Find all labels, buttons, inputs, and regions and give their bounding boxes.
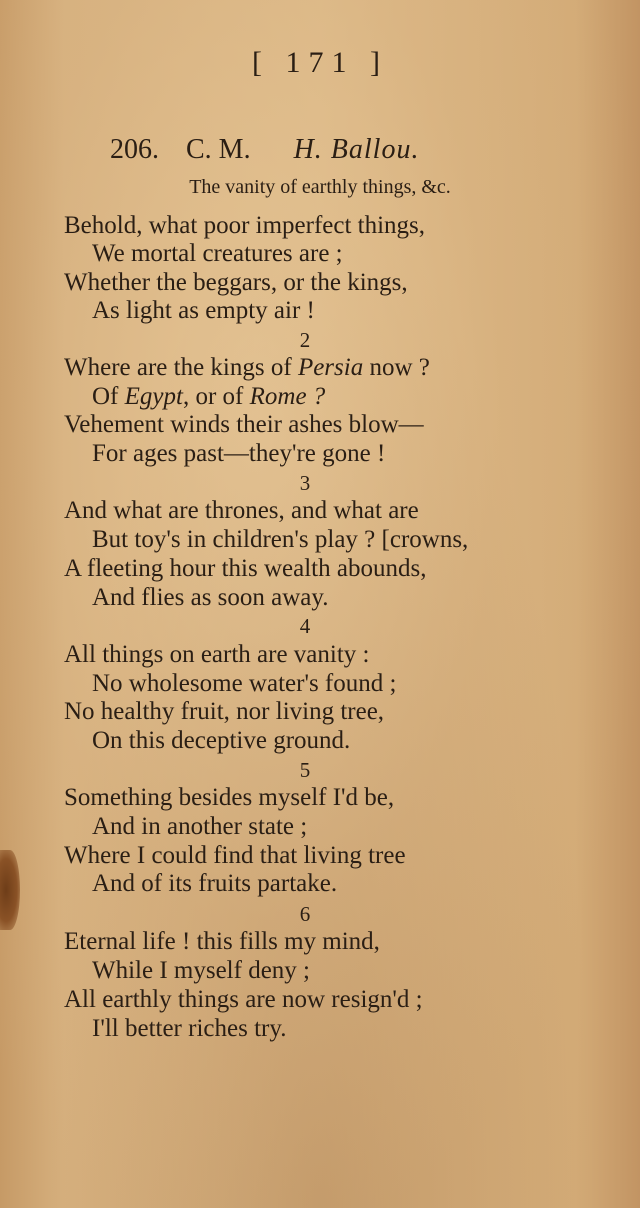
stanza-1-line-3: Whether the beggars, or the kings, — [64, 269, 408, 296]
stanza-2-line-2-rome: Rome ? — [249, 383, 326, 410]
stanza-2-line-1-text-a: Where are the kings of — [64, 354, 292, 381]
stanza-2-line-1-text-b: now ? — [369, 354, 430, 381]
stanza-2-line-2-text-a: Of — [92, 383, 119, 410]
stanza-5-number: 5 — [299, 758, 311, 782]
stanza-3-line-3: A fleeting hour this wealth abounds, — [64, 555, 427, 582]
page-number: [ 171 ] — [252, 46, 388, 79]
stanza-2-line-2-egypt: Egypt — [124, 383, 183, 410]
stanza-4-line-4: On this deceptive ground. — [92, 727, 351, 754]
stanza-4-line-3: No healthy fruit, nor living tree, — [64, 698, 385, 725]
stanza-2-line-1-persia: Persia — [297, 354, 364, 381]
stanza-3-number: 3 — [299, 471, 311, 495]
stanza-2-line-4: For ages past—they're gone ! — [92, 440, 386, 467]
stanza-3-line-2: But toy's in children's play ? [crowns, — [92, 526, 469, 553]
stanza-5-line-2: And in another state ; — [92, 813, 308, 840]
stanza-4-line-1: All things on earth are vanity : — [64, 641, 370, 668]
stanza-2-line-2 — [92, 383, 325, 411]
stanza-6-line-4: I'll better riches try. — [92, 1015, 287, 1042]
stanza-3-line-4: And flies as soon away. — [92, 584, 329, 611]
stanza-3-line-1: And what are thrones, and what are — [64, 497, 419, 524]
stanza-5-line-3: Where I could find that living tree — [64, 842, 406, 869]
hymn-subtitle: The vanity of earthly things, &c. — [189, 176, 451, 198]
stanza-2-number: 2 — [299, 328, 311, 352]
stanza-6-line-3: All earthly things are now resign'd ; — [64, 986, 423, 1013]
stanza-2-line-1 — [64, 354, 430, 382]
hymn-meter: C. M. — [186, 134, 251, 165]
stanza-1-line-2: We mortal creatures are ; — [92, 240, 343, 267]
stanza-6-number: 6 — [299, 902, 311, 926]
hymn-heading — [110, 134, 419, 166]
stanza-4-number: 4 — [299, 614, 311, 638]
stanza-2-line-3: Vehement winds their ashes blow— — [64, 411, 424, 438]
stanza-1-line-1: Behold, what poor imperfect things, — [64, 212, 426, 239]
stanza-4-line-2: No wholesome water's found ; — [92, 670, 397, 697]
stanza-5-line-4: And of its fruits partake. — [92, 870, 338, 897]
stanza-6-line-1: Eternal life ! this fills my mind, — [64, 928, 380, 955]
stanza-2-line-2-text-b: , or of — [182, 383, 244, 410]
stanza-5-line-1: Something besides myself I'd be, — [64, 784, 395, 811]
hymn-number: 206. — [110, 134, 159, 165]
hymn-author: H. Ballou. — [293, 134, 420, 165]
stanza-6-line-2: While I myself deny ; — [92, 957, 310, 984]
stanza-1-line-4: As light as empty air ! — [92, 297, 315, 324]
